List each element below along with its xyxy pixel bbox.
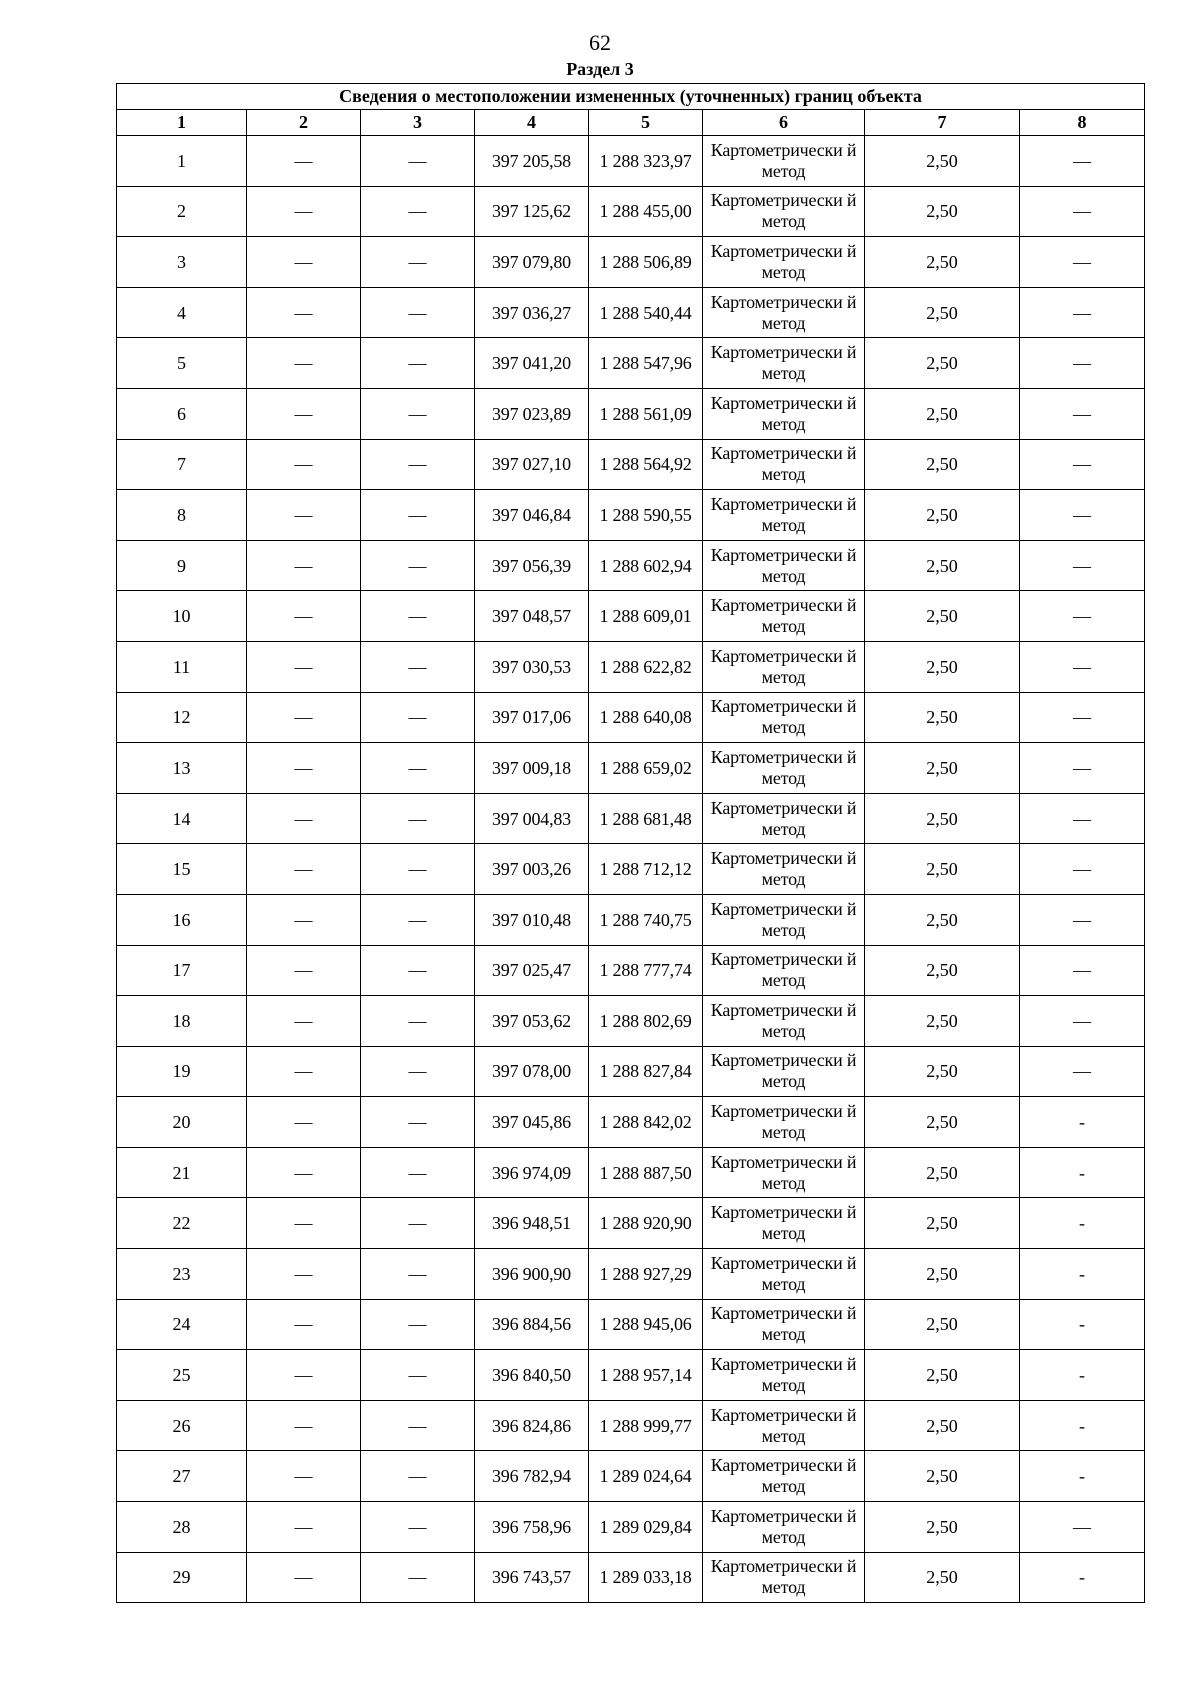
y-coordinate: 1 288 506,89 [589,237,703,288]
method: Картометрически й метод [703,287,865,338]
method: Картометрически й метод [703,237,865,288]
method: Картометрически й метод [703,540,865,591]
table-row [117,1147,1145,1198]
x-coordinate: 396 974,09 [475,1147,589,1198]
accuracy: 2,50 [865,1299,1020,1350]
accuracy: 2,50 [865,844,1020,895]
y-coordinate: 1 288 561,09 [589,388,703,439]
x-coordinate: 397 205,58 [475,136,589,187]
col-8-value: — [1020,237,1145,288]
method: Картометрически й метод [703,136,865,187]
col-2-value: — [247,439,361,490]
method: Картометрически й метод [703,1552,865,1603]
col-3-value: — [361,1249,475,1300]
col-3-value: — [361,894,475,945]
method: Картометрически й метод [703,1299,865,1350]
col-8-value: - [1020,1147,1145,1198]
col-8-value: — [1020,136,1145,187]
y-coordinate: 1 288 887,50 [589,1147,703,1198]
accuracy: 2,50 [865,1400,1020,1451]
col-8-value: — [1020,844,1145,895]
table-row [117,945,1145,996]
col-2-value: — [247,1400,361,1451]
point-number: 6 [117,388,247,439]
col-2-value: — [247,1046,361,1097]
x-coordinate: 397 053,62 [475,996,589,1047]
col-8-value: — [1020,439,1145,490]
column-number: 4 [475,110,589,136]
table-row [117,996,1145,1047]
col-2-value: — [247,237,361,288]
col-2-value: — [247,136,361,187]
x-coordinate: 397 125,62 [475,186,589,237]
col-3-value: — [361,1451,475,1502]
accuracy: 2,50 [865,1147,1020,1198]
col-2-value: — [247,1552,361,1603]
y-coordinate: 1 288 827,84 [589,1046,703,1097]
x-coordinate: 397 004,83 [475,793,589,844]
col-8-value: - [1020,1198,1145,1249]
x-coordinate: 397 017,06 [475,692,589,743]
table-row [117,540,1145,591]
col-3-value: — [361,136,475,187]
method: Картометрически й метод [703,1147,865,1198]
x-coordinate: 397 079,80 [475,237,589,288]
col-2-value: — [247,1147,361,1198]
y-coordinate: 1 288 622,82 [589,641,703,692]
col-8-value: — [1020,490,1145,541]
table-row [117,1046,1145,1097]
point-number: 23 [117,1249,247,1300]
col-3-value: — [361,743,475,794]
y-coordinate: 1 288 777,74 [589,945,703,996]
accuracy: 2,50 [865,793,1020,844]
table-row [117,439,1145,490]
col-3-value: — [361,237,475,288]
x-coordinate: 396 743,57 [475,1552,589,1603]
col-3-value: — [361,692,475,743]
col-3-value: — [361,490,475,541]
table-row [117,1350,1145,1401]
column-number-row [117,110,1145,136]
point-number: 21 [117,1147,247,1198]
method: Картометрически й метод [703,1451,865,1502]
col-8-value: — [1020,641,1145,692]
col-2-value: — [247,388,361,439]
method: Картометрически й метод [703,996,865,1047]
table-row [117,186,1145,237]
y-coordinate: 1 289 033,18 [589,1552,703,1603]
table-row [117,894,1145,945]
x-coordinate: 397 078,00 [475,1046,589,1097]
y-coordinate: 1 288 323,97 [589,136,703,187]
method: Картометрически й метод [703,1350,865,1401]
y-coordinate: 1 288 999,77 [589,1400,703,1451]
table-row [117,237,1145,288]
col-8-value: — [1020,186,1145,237]
col-3-value: — [361,439,475,490]
point-number: 27 [117,1451,247,1502]
accuracy: 2,50 [865,1552,1020,1603]
accuracy: 2,50 [865,287,1020,338]
col-3-value: — [361,996,475,1047]
page-number: 62 [589,30,611,55]
accuracy: 2,50 [865,1046,1020,1097]
col-3-value: — [361,591,475,642]
table-row [117,1502,1145,1553]
table-row [117,136,1145,187]
point-number: 2 [117,186,247,237]
x-coordinate: 397 041,20 [475,338,589,389]
x-coordinate: 396 884,56 [475,1299,589,1350]
point-number: 9 [117,540,247,591]
method: Картометрически й метод [703,591,865,642]
column-number: 7 [865,110,1020,136]
y-coordinate: 1 288 564,92 [589,439,703,490]
col-3-value: — [361,287,475,338]
method: Картометрически й метод [703,1097,865,1148]
point-number: 16 [117,894,247,945]
col-8-value: — [1020,1502,1145,1553]
col-2-value: — [247,287,361,338]
accuracy: 2,50 [865,1097,1020,1148]
table-row [117,793,1145,844]
accuracy: 2,50 [865,641,1020,692]
y-coordinate: 1 288 802,69 [589,996,703,1047]
col-8-value: - [1020,1249,1145,1300]
col-2-value: — [247,1097,361,1148]
method: Картометрически й метод [703,692,865,743]
col-8-value: - [1020,1350,1145,1401]
accuracy: 2,50 [865,338,1020,389]
col-3-value: — [361,1299,475,1350]
y-coordinate: 1 288 609,01 [589,591,703,642]
y-coordinate: 1 288 842,02 [589,1097,703,1148]
column-number: 5 [589,110,703,136]
table-row [117,1097,1145,1148]
accuracy: 2,50 [865,591,1020,642]
x-coordinate: 397 045,86 [475,1097,589,1148]
col-3-value: — [361,540,475,591]
col-3-value: — [361,1350,475,1401]
accuracy: 2,50 [865,996,1020,1047]
y-coordinate: 1 288 590,55 [589,490,703,541]
col-2-value: — [247,1451,361,1502]
y-coordinate: 1 288 681,48 [589,793,703,844]
table-row [117,1451,1145,1502]
point-number: 19 [117,1046,247,1097]
accuracy: 2,50 [865,894,1020,945]
method: Картометрически й метод [703,844,865,895]
col-2-value: — [247,996,361,1047]
x-coordinate: 396 948,51 [475,1198,589,1249]
x-coordinate: 397 030,53 [475,641,589,692]
method: Картометрически й метод [703,490,865,541]
accuracy: 2,50 [865,1249,1020,1300]
accuracy: 2,50 [865,186,1020,237]
table-caption: Сведения о местоположении измененных (уточненных) границ объекта [117,84,1145,110]
col-3-value: — [361,641,475,692]
col-2-value: — [247,743,361,794]
col-8-value: — [1020,287,1145,338]
x-coordinate: 396 900,90 [475,1249,589,1300]
point-number: 25 [117,1350,247,1401]
col-8-value: — [1020,894,1145,945]
x-coordinate: 396 824,86 [475,1400,589,1451]
accuracy: 2,50 [865,1502,1020,1553]
point-number: 26 [117,1400,247,1451]
point-number: 17 [117,945,247,996]
col-3-value: — [361,338,475,389]
col-8-value: — [1020,692,1145,743]
col-8-value: — [1020,1046,1145,1097]
table-row [117,1299,1145,1350]
col-3-value: — [361,1502,475,1553]
col-3-value: — [361,186,475,237]
accuracy: 2,50 [865,1198,1020,1249]
section-title: Раздел 3 [566,59,634,79]
col-8-value: — [1020,743,1145,794]
y-coordinate: 1 288 920,90 [589,1198,703,1249]
x-coordinate: 397 046,84 [475,490,589,541]
point-number: 28 [117,1502,247,1553]
method: Картометрически й метод [703,439,865,490]
col-8-value: — [1020,540,1145,591]
column-number: 3 [361,110,475,136]
y-coordinate: 1 288 547,96 [589,338,703,389]
accuracy: 2,50 [865,439,1020,490]
col-2-value: — [247,945,361,996]
point-number: 20 [117,1097,247,1148]
col-2-value: — [247,1198,361,1249]
col-2-value: — [247,641,361,692]
column-number: 1 [117,110,247,136]
col-2-value: — [247,844,361,895]
point-number: 29 [117,1552,247,1603]
col-3-value: — [361,388,475,439]
method: Картометрически й метод [703,793,865,844]
col-8-value: — [1020,591,1145,642]
method: Картометрически й метод [703,338,865,389]
y-coordinate: 1 288 455,00 [589,186,703,237]
col-8-value: - [1020,1299,1145,1350]
x-coordinate: 397 036,27 [475,287,589,338]
point-number: 8 [117,490,247,541]
point-number: 5 [117,338,247,389]
x-coordinate: 397 025,47 [475,945,589,996]
col-3-value: — [361,945,475,996]
y-coordinate: 1 288 712,12 [589,844,703,895]
y-coordinate: 1 288 740,75 [589,894,703,945]
point-number: 14 [117,793,247,844]
col-2-value: — [247,338,361,389]
col-8-value: - [1020,1552,1145,1603]
method: Картометрически й метод [703,945,865,996]
point-number: 12 [117,692,247,743]
method: Картометрически й метод [703,894,865,945]
x-coordinate: 397 056,39 [475,540,589,591]
table-body [117,136,1145,1603]
point-number: 24 [117,1299,247,1350]
y-coordinate: 1 288 602,94 [589,540,703,591]
method: Картометрически й метод [703,641,865,692]
accuracy: 2,50 [865,388,1020,439]
col-8-value: — [1020,996,1145,1047]
col-8-value: — [1020,793,1145,844]
table-row [117,591,1145,642]
table-row [117,490,1145,541]
point-number: 13 [117,743,247,794]
x-coordinate: 397 003,26 [475,844,589,895]
table-row [117,1552,1145,1603]
table-row [117,1198,1145,1249]
col-2-value: — [247,186,361,237]
x-coordinate: 396 782,94 [475,1451,589,1502]
accuracy: 2,50 [865,945,1020,996]
point-number: 7 [117,439,247,490]
accuracy: 2,50 [865,692,1020,743]
table-row [117,1400,1145,1451]
col-8-value: - [1020,1097,1145,1148]
col-2-value: — [247,591,361,642]
column-number: 2 [247,110,361,136]
x-coordinate: 397 010,48 [475,894,589,945]
col-2-value: — [247,692,361,743]
method: Картометрически й метод [703,1198,865,1249]
col-3-value: — [361,1400,475,1451]
column-number: 6 [703,110,865,136]
point-number: 1 [117,136,247,187]
x-coordinate: 397 023,89 [475,388,589,439]
col-8-value: - [1020,1451,1145,1502]
table-row [117,1249,1145,1300]
point-number: 22 [117,1198,247,1249]
accuracy: 2,50 [865,1451,1020,1502]
accuracy: 2,50 [865,490,1020,541]
method: Картометрически й метод [703,1400,865,1451]
x-coordinate: 397 009,18 [475,743,589,794]
column-number: 8 [1020,110,1145,136]
y-coordinate: 1 288 640,08 [589,692,703,743]
x-coordinate: 397 027,10 [475,439,589,490]
point-number: 18 [117,996,247,1047]
col-2-value: — [247,1299,361,1350]
col-8-value: - [1020,1400,1145,1451]
col-2-value: — [247,1502,361,1553]
x-coordinate: 397 048,57 [475,591,589,642]
y-coordinate: 1 288 540,44 [589,287,703,338]
col-2-value: — [247,793,361,844]
col-2-value: — [247,490,361,541]
method: Картометрически й метод [703,1502,865,1553]
col-3-value: — [361,1097,475,1148]
point-number: 4 [117,287,247,338]
x-coordinate: 396 758,96 [475,1502,589,1553]
method: Картометрически й метод [703,1046,865,1097]
col-3-value: — [361,1552,475,1603]
col-8-value: — [1020,945,1145,996]
table-row [117,844,1145,895]
method: Картометрически й метод [703,1249,865,1300]
method: Картометрически й метод [703,743,865,794]
method: Картометрически й метод [703,186,865,237]
table-row [117,743,1145,794]
y-coordinate: 1 289 024,64 [589,1451,703,1502]
table-row [117,641,1145,692]
y-coordinate: 1 288 957,14 [589,1350,703,1401]
accuracy: 2,50 [865,237,1020,288]
table-row [117,388,1145,439]
col-3-value: — [361,844,475,895]
col-2-value: — [247,894,361,945]
col-2-value: — [247,1249,361,1300]
point-number: 10 [117,591,247,642]
col-2-value: — [247,540,361,591]
y-coordinate: 1 289 029,84 [589,1502,703,1553]
point-number: 11 [117,641,247,692]
point-number: 15 [117,844,247,895]
accuracy: 2,50 [865,1350,1020,1401]
x-coordinate: 396 840,50 [475,1350,589,1401]
table-row [117,338,1145,389]
method: Картометрически й метод [703,388,865,439]
accuracy: 2,50 [865,540,1020,591]
col-3-value: — [361,1147,475,1198]
y-coordinate: 1 288 659,02 [589,743,703,794]
accuracy: 2,50 [865,743,1020,794]
boundary-coordinates-table [116,83,1145,1603]
col-3-value: — [361,793,475,844]
table-row [117,287,1145,338]
table-row [117,692,1145,743]
y-coordinate: 1 288 927,29 [589,1249,703,1300]
col-2-value: — [247,1350,361,1401]
point-number: 3 [117,237,247,288]
y-coordinate: 1 288 945,06 [589,1299,703,1350]
col-8-value: — [1020,388,1145,439]
col-3-value: — [361,1046,475,1097]
col-8-value: — [1020,338,1145,389]
col-3-value: — [361,1198,475,1249]
accuracy: 2,50 [865,136,1020,187]
